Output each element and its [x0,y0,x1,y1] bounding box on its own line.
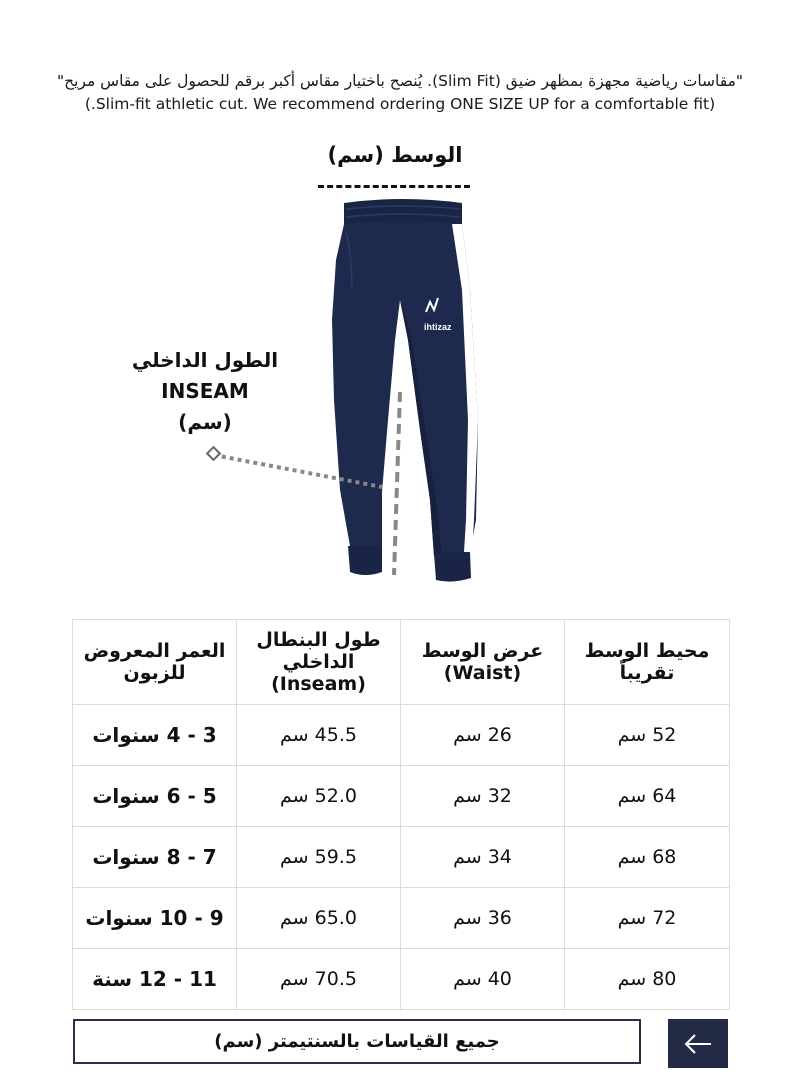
cell-waist-circumference: 80 سم [565,949,730,1010]
pants-illustration [332,199,478,582]
table-row [73,827,730,888]
cell-inseam: 45.5 سم [237,705,401,766]
inseam-label-arabic: الطول الداخلي [131,348,279,372]
waist-label: الوسط (سم) [327,143,463,167]
cell-inseam: 52.0 سم [237,766,401,827]
cell-inseam: 65.0 سم [237,888,401,949]
cell-age: 7 - 8 سنوات [73,827,237,888]
cell-waist-circumference: 64 سم [565,766,730,827]
header-age: العمر المعروض للزبون [73,620,237,705]
cell-waist-width: 32 سم [401,766,565,827]
inseam-label-unit: (سم) [178,410,232,434]
intro-arabic-line: "مقاسات رياضية مجهزة بمظهر ضيق (Slim Fit). يُنصح باختيار مقاس أكبر برقم للحصول على مقاس مريح" [56,72,744,90]
table-row [73,766,730,827]
cell-age: 9 - 10 سنوات [73,888,237,949]
arrow-left-icon [683,1033,713,1055]
inseam-label-english: INSEAM [161,379,249,403]
cell-age: 5 - 6 سنوات [73,766,237,827]
inseam-pointer-marker [207,447,220,460]
size-table [72,619,730,1010]
header-inseam: طول البنطال الداخلي (Inseam) [237,620,401,705]
units-note: جميع القياسات بالسنتيمتر (سم) [73,1019,641,1064]
cell-waist-width: 36 سم [401,888,565,949]
cell-waist-width: 26 سم [401,705,565,766]
header-waist-circumference: محيط الوسط تقريباً [565,620,730,705]
table-row [73,949,730,1010]
cell-waist-circumference: 68 سم [565,827,730,888]
cell-waist-circumference: 72 سم [565,888,730,949]
intro-english-line: (.Slim-fit athletic cut. We recommend ordering ONE SIZE UP for a comfortable fit) [84,95,716,113]
cell-age: 11 - 12 سنة [73,949,237,1010]
table-row [73,888,730,949]
brand-logo: ihtizaz [424,322,452,332]
cell-age: 3 - 4 سنوات [73,705,237,766]
table-header-row [73,620,730,705]
cell-waist-width: 40 سم [401,949,565,1010]
back-button[interactable] [668,1019,728,1068]
cell-waist-width: 34 سم [401,827,565,888]
cell-inseam: 59.5 سم [237,827,401,888]
cell-inseam: 70.5 سم [237,949,401,1010]
cell-waist-circumference: 52 سم [565,705,730,766]
inseam-measure-line [394,392,400,575]
table-row [73,705,730,766]
header-waist-width: عرض الوسط (Waist) [401,620,565,705]
